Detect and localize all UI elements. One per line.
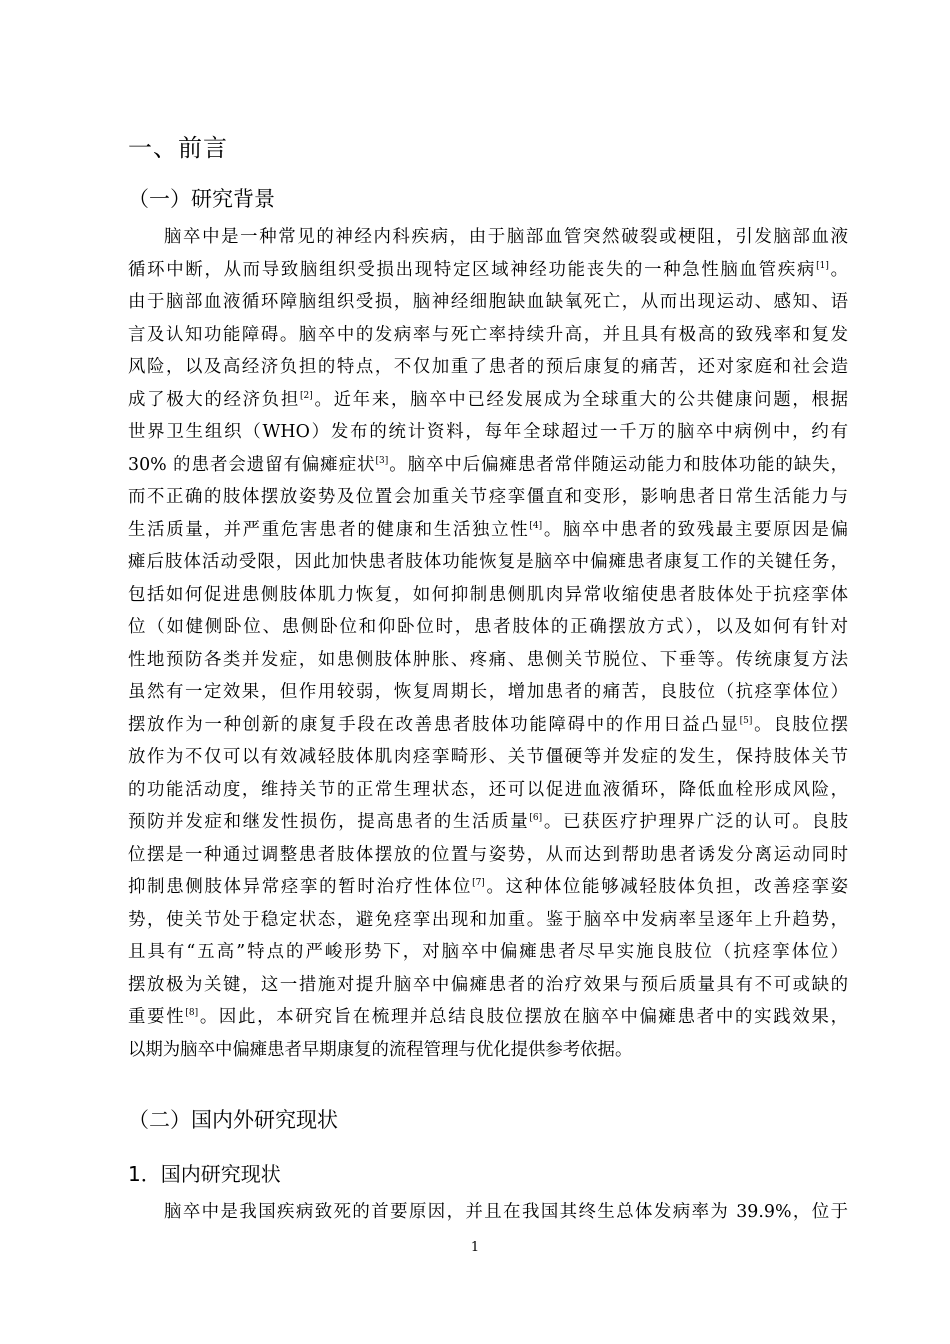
paragraph-line: 以期为脑卒中偏瘫患者早期康复的流程管理与优化提供参考依据。 bbox=[128, 1039, 633, 1060]
subsubsection-heading-domestic: 1．国内研究现状 bbox=[128, 1162, 281, 1186]
subsection-heading-research-status: （二）国内外研究现状 bbox=[128, 1108, 338, 1132]
domestic-paragraph bbox=[128, 1196, 848, 1229]
paragraph-line: 性地预防各类并发症，如患侧肢体肿胀、疼痛、患侧关节脱位、下垂等。传统康复方法 bbox=[128, 649, 848, 670]
paragraph-line: 重要性[8]。因此，本研究旨在梳理并总结良肢位摆放在脑卒中偏瘫患者中的实践效果， bbox=[128, 1007, 848, 1027]
paragraph-line: 摆放极为关键，这一措施对提升脑卒中偏瘫患者的治疗效果与预后质量具有不可或缺的 bbox=[128, 974, 848, 995]
paragraph-line: 成了极大的经济负担[2]。近年来，脑卒中已经发展成为全球重大的公共健康问题，根据 bbox=[128, 389, 848, 410]
paragraph-line: 生活质量，并严重危害患者的健康和生活独立性[4]。脑卒中患者的致残最主要原因是偏 bbox=[128, 519, 848, 540]
paragraph-line: 30% 的患者会遗留有偏瘫症状[3]。脑卒中后偏瘫患者常伴随运动能力和肢体功能的缺失， bbox=[128, 454, 848, 475]
paragraph-line: 位（如健侧卧位、患侧卧位和仰卧位时，患者肢体的正确摆放方式），以及如何有针对 bbox=[128, 617, 848, 637]
paragraph-line: 言及认知功能障碍。脑卒中的发病率与死亡率持续升高，并且具有极高的致残率和复发 bbox=[128, 324, 848, 345]
paragraph-line: 势，使关节处于稳定状态，避免痉挛出现和加重。鉴于脑卒中发病率呈逐年上升趋势， bbox=[128, 909, 848, 930]
paragraph-line: 放作为不仅可以有效减轻肢体肌肉痉挛畸形、关节僵硬等并发症的发生，保持肢体关节 bbox=[128, 747, 848, 767]
paragraph-line: 位摆是一种通过调整患者肢体摆放的位置与姿势，从而达到帮助患者诱发分离运动同时 bbox=[128, 844, 848, 865]
paragraph-line: 预防并发症和继发性损伤，提高患者的生活质量[6]。已获医疗护理界广泛的认可。良肢 bbox=[128, 812, 848, 832]
paragraph-line: 脑卒中是我国疾病致死的首要原因，并且在我国其终生总体发病率为 39.9%，位于 bbox=[164, 1202, 848, 1222]
background-paragraph bbox=[128, 221, 848, 1066]
page-number: 1 bbox=[470, 1240, 480, 1255]
paragraph-line: 风险，以及高经济负担的特点，不仅加重了患者的预后康复的痛苦，还对家庭和社会造 bbox=[128, 357, 848, 377]
paragraph-line: 且具有“五高”特点的严峻形势下，对脑卒中偏瘫患者尽早实施良肢位（抗痉挛体位） bbox=[128, 942, 848, 962]
citation: [8] bbox=[185, 1008, 199, 1019]
paragraph-line: 世界卫生组织（WHO）发布的统计资料，每年全球超过一千万的脑卒中病例中，约有 bbox=[128, 422, 848, 442]
paragraph-line: 抑制患侧肢体异常痉挛的暂时治疗性体位[7]。这种体位能够减轻肢体负担，改善痉挛姿 bbox=[128, 877, 848, 897]
citation: [3] bbox=[375, 455, 389, 466]
subsection-heading-background: （一）研究背景 bbox=[128, 187, 275, 211]
citation: [4] bbox=[529, 520, 543, 531]
citation: [5] bbox=[739, 715, 753, 726]
citation: [1] bbox=[816, 260, 829, 271]
paragraph-line: 摆放作为一种创新的康复手段在改善患者肢体功能障碍中的作用日益凸显[5]。良肢位摆 bbox=[128, 714, 848, 735]
paragraph-line: 虽然有一定效果，但作用较弱，恢复周期长，增加患者的痛苦，良肢位（抗痉挛体位） bbox=[128, 682, 848, 702]
paragraph-line: 循环中断，从而导致脑组织受损出现特定区域神经功能丧失的一种急性脑血管疾病[1]。 bbox=[128, 259, 848, 280]
paragraph-line: 由于脑部血液循环障脑组织受损，脑神经细胞缺血缺氧死亡，从而出现运动、感知、语 bbox=[128, 292, 848, 312]
citation: [7] bbox=[472, 878, 485, 889]
paragraph-line: 而不正确的肢体摆放姿势及位置会加重关节痉挛僵直和变形，影响患者日常生活能力与 bbox=[128, 487, 848, 507]
paragraph-line: 的功能活动度，维持关节的正常生理状态，还可以促进血液循环，降低血栓形成风险， bbox=[128, 779, 848, 800]
paragraph-line: 瘫后肢体活动受限，因此加快患者肢体功能恢复是脑卒中偏瘫患者康复工作的关键任务， bbox=[128, 552, 848, 572]
citation: [6] bbox=[529, 813, 543, 824]
paragraph-line: 脑卒中是一种常见的神经内科疾病，由于脑部血管突然破裂或梗阻，引发脑部血液 bbox=[164, 227, 848, 247]
citation: [2] bbox=[300, 390, 313, 401]
section-heading-preface: 一、前言 bbox=[128, 134, 228, 162]
paragraph-line: 包括如何促进患侧肢体肌力恢复，如何抑制患侧肌肉异常收缩使患者肢体处于抗痉挛体 bbox=[128, 584, 848, 605]
